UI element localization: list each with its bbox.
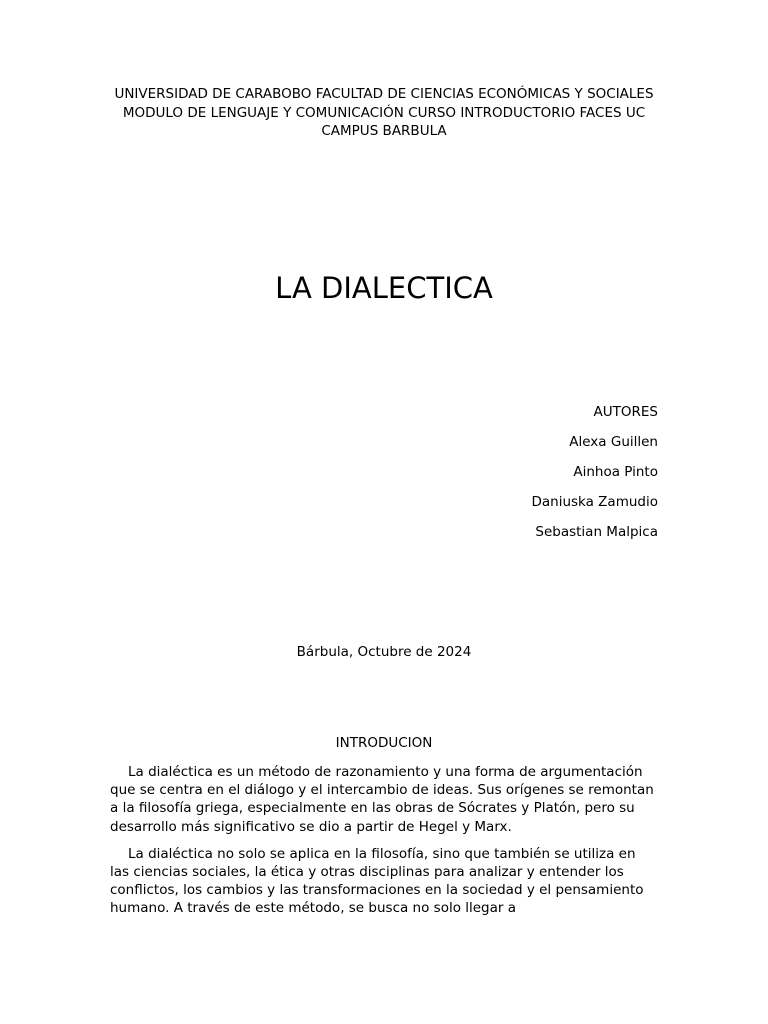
author-name: Alexa Guillen [569, 434, 658, 450]
introduction-body [110, 763, 658, 927]
author-name: Daniuska Zamudio [531, 494, 658, 510]
document-title: LA DIALECTICA [275, 271, 493, 305]
authors-heading: AUTORES [593, 404, 658, 420]
introduction-heading: INTRODUCION [335, 735, 433, 751]
author-name: Ainhoa Pinto [573, 464, 658, 480]
author-name: Sebastian Malpica [535, 524, 658, 540]
institution-header: UNIVERSIDAD DE CARABOBO FACULTAD DE CIENCIAS ECONÓMICAS Y SOCIALES MODULO DE LENGUAJE Y COMUNICACIÓN CURSO INTRODUCTORIO FACES UC CAMPUS BARBULA [114, 86, 654, 139]
body-paragraph: La dialéctica no solo se aplica en la filosofía, sino que también se utiliza en las ciencias sociales, la ética y otras disciplinas para analizar y entender los conflictos, los cambios y las transformaciones en la sociedad y el pensamiento humano. A través de este método, se busca no solo llegar a [110, 845, 644, 917]
body-paragraph: La dialéctica es un método de razonamiento y una forma de argumentación que se centra en el diálogo y el intercambio de ideas. Sus orígenes se remontan a la filosofía griega, especialmente en las obras de Sócrates y Platón, pero su desarrollo más significativo se dio a partir de Hegel y Marx. [110, 764, 654, 835]
place-and-date: Bárbula, Octubre de 2024 [296, 644, 472, 660]
authors-block [531, 402, 658, 552]
